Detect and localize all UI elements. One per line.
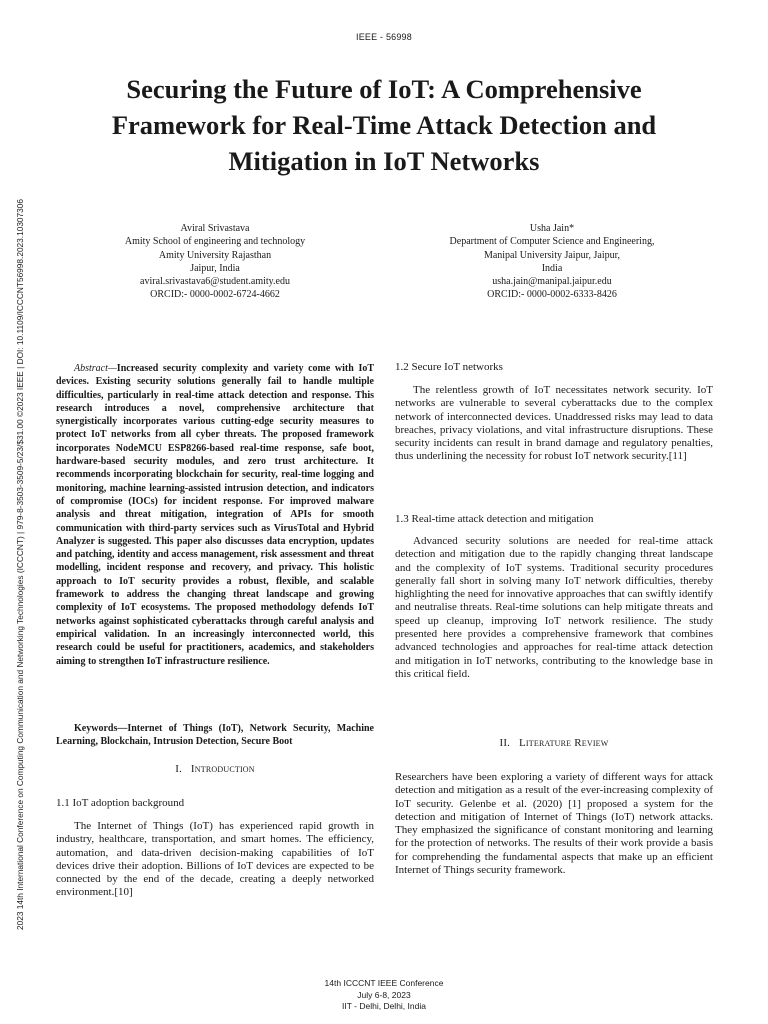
- section-heading-literature-review: [395, 737, 713, 749]
- author-affiliation: Amity University Rajasthan: [158, 249, 272, 261]
- author-name: Usha Jain*: [529, 223, 575, 234]
- doi-side-strip: 2023 14th International Conference on Computing Communication and Networking Technologies (ICCCNT) | 979-8-3503-3509-5/23/$31.00 ©2023 IEEE | DOI: 10.1109/ICCCNT56998.2023.10307306: [15, 198, 25, 930]
- keywords-label: Keywords—: [74, 723, 128, 734]
- author-affiliation: Manipal University Jaipur, Jaipur,: [483, 249, 621, 261]
- footer-line: July 6-8, 2023: [357, 989, 411, 1000]
- section-heading-introduction: [56, 763, 374, 775]
- keywords: [56, 722, 374, 749]
- paragraph: The Internet of Things (IoT) has experienced rapid growth in industry, healthcare, transportation, and smart homes. The efficiency, automation, and data-driven decision-making capabilities of IoT devices drive their adoption. Billions of IoT devices are expected to be connected by the end of the decade, creating a deeply networked environment.[10]: [56, 820, 374, 899]
- author-block-2: [402, 222, 702, 302]
- page-footer: [0, 978, 768, 1013]
- author-location: India: [541, 262, 563, 274]
- abstract: [56, 362, 374, 668]
- conference-id: IEEE - 56998: [356, 32, 412, 42]
- section-2-body: [395, 771, 713, 877]
- author-email[interactable]: usha.jain@manipal.jaipur.edu: [492, 276, 612, 288]
- abstract-dash: —: [107, 363, 117, 374]
- subsection-heading-1-1: 1.1 IoT adoption background: [56, 797, 185, 809]
- title-line-1: Securing the Future of IoT: A Comprehensive: [126, 74, 642, 104]
- author-block-1: [65, 222, 365, 302]
- author-orcid: ORCID:- 0000-0002-6333-8426: [487, 289, 617, 301]
- abstract-text: Increased security complexity and variety come with IoT devices. Existing security solutions generally fail to handle multiple difficulties, particularly in real-time attack detection and response. This research introduces a novel, comprehensive architecture that synergistically incorporates various cutting-edge security measures to protect IoT networks from all cyber threats. The proposed framework incorporates NodeMCU ESP8266-based real-time response, safe boot, hardware-based security modules, and zero trust architecture. It recommends incorporating blockchain for security, real-time logging and monitoring, machine learning-assisted intrusion detection, and indicators of compromise (IOCs) for incident response. For improved malware analysis and threat mitigation, integration of APIs for smooth communication with third-party services such as VirusTotal and Hybrid Analyzer is suggested. This paper also discusses data encryption, updates and patching, identity and access management, risk assessment and threat modelling, incident response and recovery, and privacy. This holistic approach to IoT security provides a robust, flexible, and scalable framework to address the changing threat landscape and growing complexity of IoT ecosystems. The proposed methodology defends IoT networks against sophisticated cyberattacks through careful analysis and empirical validation. In an increasingly interconnected world, this research could be useful for practitioners, academics, and stakeholders aiming to strengthen IoT infrastructure resilience.: [56, 363, 374, 667]
- paragraph: The relentless growth of IoT necessitates network security. IoT networks are vulnerable to several cyberattacks due to the complex network of interconnected devices. Unaddressed risks may lead to data breaches, privacy violations, and vital infrastructure disruptions. These security incidents can result in brand damage and regulatory penalties, thus underlining the necessity for robust IoT network security.[11]: [395, 384, 713, 463]
- author-email[interactable]: aviral.srivastava6@student.amity.edu: [140, 276, 290, 288]
- section-title: Introduction: [190, 763, 255, 775]
- author-location: Jaipur, India: [190, 262, 240, 274]
- subsection-1-1-body: [56, 820, 374, 900]
- paragraph: Advanced security solutions are needed for real-time attack detection and mitigation due to the rapidly changing threat landscape and the complexity of IoT systems. Traditional security procedures generally fall short in solving many IoT network difficulties, thereby highlighting the need for innovative approaches that can swiftly identify and neutralise threats. Real-time solutions can help mitigate threats and speed up cleanup, improving IoT network resilience. The study presented here provides a comprehensive framework that combines advanced technologies and approaches for real-time attack detection and mitigation in IoT networks, contributing to the knowledge base in this critical field.: [395, 535, 713, 680]
- author-affiliation: Amity School of engineering and technology: [124, 236, 306, 248]
- author-orcid: ORCID:- 0000-0002-6724-4662: [150, 289, 280, 301]
- paragraph: Researchers have been exploring a variety of different ways for attack detection and mitigation as a result of the ever-increasing complexity of IoT security. Gelenbe et al. (2020) [1] proposed a system for the detection and mitigation of Internet of Things (IoT) network attacks. They emphasized the significance of constant monitoring and learning for the protection of networks. The results of their work provide a basis for comprehending the fundamental aspects that make up an efficient Internet of Things security framework.: [395, 771, 713, 877]
- section-numeral: II.: [499, 737, 511, 749]
- subsection-1-2-body: [395, 384, 713, 464]
- abstract-label: Abstract: [74, 363, 108, 374]
- title-line-2: Framework for Real-Time Attack Detection and: [111, 110, 657, 140]
- paper-title: [60, 71, 708, 179]
- author-name: Aviral Srivastava: [180, 223, 250, 234]
- title-line-3: Mitigation in IoT Networks: [228, 146, 540, 176]
- subsection-heading-1-3: 1.3 Real-time attack detection and mitigation: [395, 513, 594, 525]
- section-title: Literature Review: [519, 737, 609, 749]
- subsection-1-3-body: [395, 535, 713, 681]
- section-numeral: I.: [175, 763, 183, 775]
- keywords-text: Internet of Things (IoT), Network Security, Machine Learning, Blockchain, Intrusion Detection, Secure Boot: [56, 723, 374, 748]
- footer-line: IIT - Delhi, Delhi, India: [342, 1001, 426, 1011]
- author-affiliation: Department of Computer Science and Engineering,: [449, 236, 655, 248]
- footer-line: 14th ICCCNT IEEE Conference: [324, 978, 444, 988]
- subsection-heading-1-2: 1.2 Secure IoT networks: [395, 361, 503, 373]
